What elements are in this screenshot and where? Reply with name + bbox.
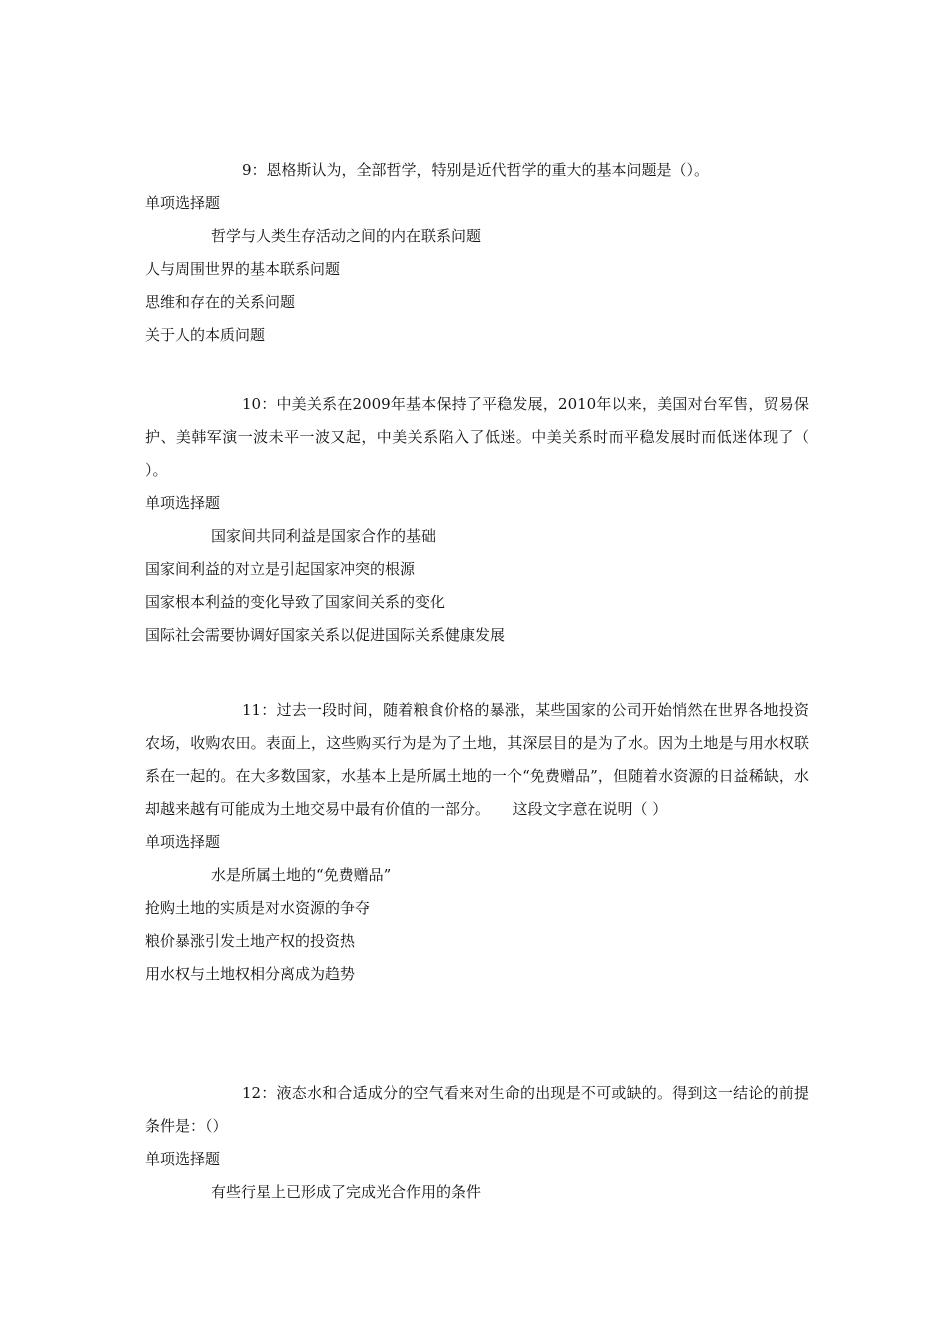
option-b: 国家间利益的对立是引起国家冲突的根源 <box>145 560 416 578</box>
option-c: 思维和存在的关系问题 <box>145 293 296 311</box>
option-a: 水是所属土地的“免费赠品” <box>211 866 392 884</box>
option-b: 人与周围世界的基本联系问题 <box>145 260 341 278</box>
option-a: 哲学与人类生存活动之间的内在联系问题 <box>211 227 482 245</box>
question-10 <box>145 388 809 652</box>
option-d: 用水权与土地权相分离成为趋势 <box>145 965 356 983</box>
option-a: 国家间共同利益是国家合作的基础 <box>211 527 437 545</box>
question-type: 单项选择题 <box>145 494 221 512</box>
question-type: 单项选择题 <box>145 194 221 212</box>
option-c: 粮价暴涨引发土地产权的投资热 <box>145 932 356 950</box>
option-b: 抢购土地的实质是对水资源的争夺 <box>145 899 371 917</box>
question-9 <box>145 154 809 352</box>
question-12 <box>145 1077 809 1209</box>
question-type: 单项选择题 <box>145 833 221 851</box>
question-stem: 11：过去一段时间，随着粮食价格的暴涨，某些国家的公司开始悄然在世界各地投资农场，收购农田。表面上，这些购买行为是为了土地，其深层目的是为了水。因为土地是与用水权联系在一起的。在大多数国家，水基本上是所属土地的一个“免费赠品”，但随着水资源的日益稀缺，水却越来越有可能成为土地交易中最有价值的一部分。 这段文字意在说明（ ） <box>145 701 809 818</box>
question-stem: 12：液态水和合适成分的空气看来对生命的出现是不可或缺的。得到这一结论的前提条件是：（） <box>145 1084 809 1135</box>
option-d: 国际社会需要协调好国家关系以促进国际关系健康发展 <box>145 626 506 644</box>
question-stem: 9：恩格斯认为，全部哲学，特别是近代哲学的重大的基本问题是（）。 <box>242 161 710 179</box>
option-c: 国家根本利益的变化导致了国家间关系的变化 <box>145 593 446 611</box>
question-11 <box>145 694 809 991</box>
question-type: 单项选择题 <box>145 1150 221 1168</box>
option-a: 有些行星上已形成了完成光合作用的条件 <box>211 1183 482 1201</box>
question-stem: 10：中美关系在2009年基本保持了平稳发展，2010年以来，美国对台军售，贸易保护、美韩军演一波未平一波又起，中美关系陷入了低迷。中美关系时而平稳发展时而低迷体现了（ ）。 <box>145 395 809 479</box>
option-d: 关于人的本质问题 <box>145 326 266 344</box>
